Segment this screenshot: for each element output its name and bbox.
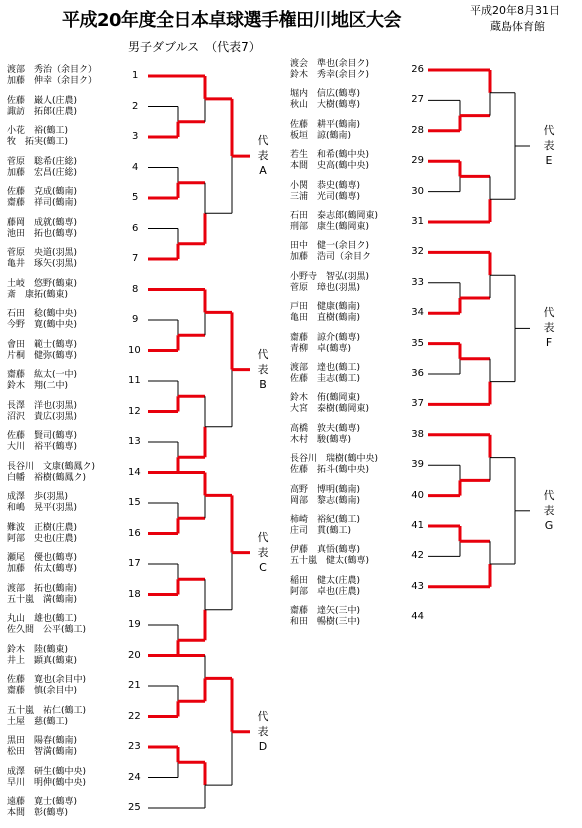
entry-number: 16 — [128, 527, 141, 539]
entry-number: 4 — [132, 161, 139, 173]
group-label-a: 表 — [257, 149, 269, 163]
group-label-a: 代 — [257, 134, 269, 148]
player-name: 本間 彰(鶴専) — [7, 808, 69, 818]
player-name: 刑部 康生(鶴岡東) — [290, 222, 370, 232]
group-label-f: 代 — [543, 306, 555, 320]
player-name: 小関 恭史(鶴専) — [290, 180, 361, 191]
player-name: 佐藤 克成(鶴南) — [7, 187, 78, 197]
player-name: 瀬尾 優也(鶴専) — [7, 553, 78, 563]
player-name: 鈴木 陸(鶴東) — [7, 644, 69, 655]
player-name: 長谷川 文康(鶴鳳ク) — [7, 461, 96, 472]
player-name: 板垣 諒(鶴南) — [290, 130, 352, 141]
entry-number: 44 — [411, 611, 424, 623]
player-name: 本間 史高(鶴中央) — [290, 161, 370, 172]
player-name: 高橋 敦夫(鶴専) — [290, 423, 361, 434]
group-label-f: F — [545, 336, 553, 350]
player-name: 柿崎 裕紀(鶴工) — [290, 515, 361, 525]
entry-number: 33 — [411, 276, 424, 288]
page-title: 平成20年度全日本卓球選手権田川地区大会 — [62, 10, 402, 31]
entry-number: 13 — [128, 436, 141, 447]
player-name: 和田 暢樹(三中) — [290, 617, 361, 628]
group-label-a: A — [259, 164, 267, 178]
player-name: 佐藤 耕平(鶴南) — [290, 119, 361, 130]
player-name: 今野 寛(鶴中央) — [7, 320, 78, 330]
player-name: 佐藤 寛也(余目中) — [7, 675, 87, 685]
player-name: 五十嵐 祐仁(鶴工) — [7, 705, 87, 716]
player-name: 伊藤 真悟(鶴専) — [290, 545, 361, 556]
entry-number: 23 — [128, 741, 141, 752]
group-label-g: G — [544, 518, 554, 532]
player-name: 鈴木 侑(鶴岡東) — [290, 393, 361, 404]
player-name: 加藤 浩司（余目ク — [290, 252, 372, 263]
player-name: 成澤 研生(鶴中央) — [7, 766, 87, 777]
entry-number: 8 — [132, 283, 139, 295]
player-name: 諏訪 拓郎(庄農) — [7, 106, 78, 117]
entry-number: 26 — [411, 64, 424, 75]
entry-number: 20 — [128, 649, 141, 661]
player-name: 小野寺 智弘(羽黒) — [290, 271, 370, 282]
entry-number: 34 — [411, 307, 424, 319]
entry-number: 36 — [411, 368, 424, 379]
group-label-b: B — [259, 377, 267, 391]
group-label-f: 表 — [543, 321, 555, 335]
player-name: 鈴木 秀幸(余目ク) — [290, 70, 370, 80]
entry-number: 21 — [128, 680, 141, 691]
player-name: 沼沢 貴広(羽黒) — [7, 411, 78, 422]
player-name: 鈴木 翔(二中) — [7, 381, 69, 391]
player-name: 小花 裕(鶴工) — [7, 126, 69, 136]
entry-number: 9 — [132, 314, 139, 325]
group-label-e: 代 — [543, 124, 555, 137]
player-name: 斎 康拓(鶴東) — [7, 289, 69, 300]
entry-number: 11 — [128, 375, 141, 386]
entry-number: 43 — [411, 580, 424, 592]
entry-number: 41 — [411, 520, 424, 531]
player-name: 長谷川 瑞樹(鶴中央) — [290, 454, 379, 465]
player-name: 長澤 洋也(羽黒) — [7, 400, 78, 411]
player-name: 亀田 直樹(鶴南) — [290, 313, 361, 324]
entry-number: 5 — [132, 192, 139, 203]
player-name: 阿部 卓也(庄農) — [290, 586, 361, 597]
group-label-c: 表 — [257, 545, 269, 559]
player-name: 遠藤 寛士(鶴専) — [7, 797, 78, 807]
player-name: 池田 拓也(鶴専) — [7, 228, 78, 239]
player-name: 土岐 悠野(鶴東) — [7, 278, 78, 289]
entry-number: 31 — [411, 216, 424, 227]
entry-number: 25 — [128, 802, 141, 813]
entry-number: 32 — [411, 246, 424, 258]
entry-number: 3 — [132, 131, 139, 142]
player-name: 井上 顕真(鶴東) — [7, 655, 78, 666]
player-name: 牧 拓実(鶴工) — [7, 137, 69, 147]
player-name: 齋藤 達矢(三中) — [290, 606, 361, 617]
player-name: 五十嵐 健太(鶴専) — [290, 556, 370, 567]
player-name: 稲田 健太(庄農) — [290, 575, 361, 586]
player-name: 庄司 貫(鶴工) — [290, 526, 352, 536]
player-name: 佐藤 賢司(鶴専) — [7, 431, 78, 441]
player-name: 大宮 泰樹(鶴岡東) — [290, 404, 370, 415]
group-label-d: 代 — [257, 709, 269, 723]
player-name: 齋藤 紘太(一中) — [7, 370, 78, 380]
player-name: 土屋 慈(鶴工) — [7, 716, 69, 727]
player-name: 渡部 秀治（余目ク） — [7, 65, 98, 75]
event-subtitle: 男子ダブルス （代表7） — [128, 40, 261, 54]
entry-number: 28 — [411, 124, 424, 136]
player-name: 三浦 光司(鶴専) — [290, 191, 361, 202]
group-label-g: 代 — [543, 488, 555, 502]
entry-number: 17 — [128, 558, 141, 569]
player-name: 石田 泰志郎(鶴岡東) — [290, 211, 379, 221]
entry-number: 7 — [132, 253, 139, 264]
group-label-e: 表 — [543, 139, 555, 152]
player-name: 堀内 信広(鶴専) — [290, 89, 361, 100]
player-name: 加藤 宏昌(庄総) — [7, 167, 78, 178]
player-name: 丸山 雄也(鶴工) — [7, 614, 78, 624]
entry-number: 39 — [411, 459, 424, 471]
player-name: 阿部 史也(庄農) — [7, 533, 78, 544]
player-name: 齋藤 慎(余目中) — [7, 686, 78, 696]
player-name: 渡部 拓也(鶴南) — [7, 583, 78, 594]
player-name: 會田 範士(鶴専) — [7, 339, 78, 350]
group-label-c: C — [259, 560, 267, 574]
player-name: 難波 正樹(庄農) — [7, 522, 78, 533]
player-name: 佐久間 公平(鶴工) — [7, 625, 87, 635]
player-name: 菅原 璋也(羽黒) — [290, 282, 361, 293]
player-name: 石田 稔(鶴中央) — [7, 309, 78, 319]
player-name: 菅原 央道(羽黒) — [7, 248, 78, 258]
player-name: 和嶋 晃平(羽黒) — [7, 503, 78, 513]
entry-number: 14 — [128, 466, 141, 478]
player-name: 五十嵐 満(鶴南) — [7, 594, 78, 605]
entry-number: 30 — [411, 185, 424, 197]
entry-number: 18 — [128, 588, 141, 600]
group-label-b: 代 — [257, 347, 269, 361]
group-label-g: 表 — [543, 503, 555, 517]
player-name: 岡部 黎志(鶴南) — [290, 495, 361, 506]
entry-number: 22 — [128, 710, 141, 722]
entry-number: 37 — [411, 398, 424, 410]
entry-number: 6 — [132, 222, 139, 234]
player-name: 成澤 歩(羽黒) — [7, 492, 69, 502]
group-label-b: 表 — [257, 362, 269, 376]
player-name: 松田 智満(鶴南) — [7, 747, 78, 757]
group-label-d: D — [258, 739, 268, 753]
entry-number: 35 — [411, 337, 424, 349]
event-date: 平成20年8月31日 — [470, 4, 560, 17]
group-label-c: 代 — [257, 530, 269, 544]
player-name: 戸田 健康(鶴南) — [290, 302, 361, 313]
player-name: 青柳 卓(鶴専) — [290, 343, 352, 354]
player-name: 黒田 陽春(鶴南) — [7, 736, 78, 746]
entry-number: 19 — [128, 619, 141, 630]
player-name: 渡部 達也(鶴工) — [290, 363, 361, 373]
entry-number: 12 — [128, 405, 141, 417]
player-name: 佐藤 巌人(庄農) — [7, 95, 78, 106]
player-name: 木村 駿(鶴専) — [290, 434, 352, 445]
event-venue: 蔵島体育館 — [490, 20, 545, 33]
entry-number: 40 — [411, 489, 424, 501]
player-name: 早川 明伸(鶴中央) — [7, 777, 87, 788]
entry-number: 10 — [128, 344, 141, 356]
group-label-d: 表 — [257, 724, 269, 738]
player-name: 片桐 健弥(鶴専) — [7, 350, 78, 361]
group-label-e: E — [545, 154, 553, 167]
player-name: 菅原 聡希(庄総) — [7, 156, 78, 167]
player-name: 亀井 琢矢(羽黒) — [7, 259, 78, 269]
entry-number: 24 — [128, 771, 141, 783]
player-name: 佐藤 圭志(鶴工) — [290, 374, 361, 384]
entry-number: 1 — [132, 70, 139, 81]
entry-number: 29 — [411, 155, 424, 167]
player-name: 佐藤 拓斗(鶴中央) — [290, 465, 370, 476]
player-name: 加藤 伸幸（余目ク） — [7, 76, 98, 86]
player-name: 秋山 大樹(鶴専) — [290, 100, 361, 111]
player-name: 高野 博明(鶴南) — [290, 484, 361, 495]
entry-number: 42 — [411, 550, 424, 562]
entry-number: 2 — [132, 100, 139, 112]
player-name: 渡会 準也(余目ク) — [290, 59, 370, 69]
entry-number: 38 — [411, 428, 424, 440]
player-name: 藤岡 成就(鶴専) — [7, 217, 78, 228]
player-name: 大川 裕平(鶴専) — [7, 442, 78, 452]
player-name: 加藤 佑太(鶴専) — [7, 564, 78, 574]
entry-number: 27 — [411, 94, 424, 106]
player-name: 白幡 裕樹(鶴鳳ク) — [7, 472, 87, 483]
player-name: 齋藤 祥司(鶴南) — [7, 198, 78, 208]
player-name: 田中 健一(余目ク) — [290, 241, 370, 252]
entry-number: 15 — [128, 497, 141, 508]
player-name: 齋藤 諒介(鶴専) — [290, 332, 361, 343]
player-name: 若生 和希(鶴中央) — [290, 150, 370, 161]
